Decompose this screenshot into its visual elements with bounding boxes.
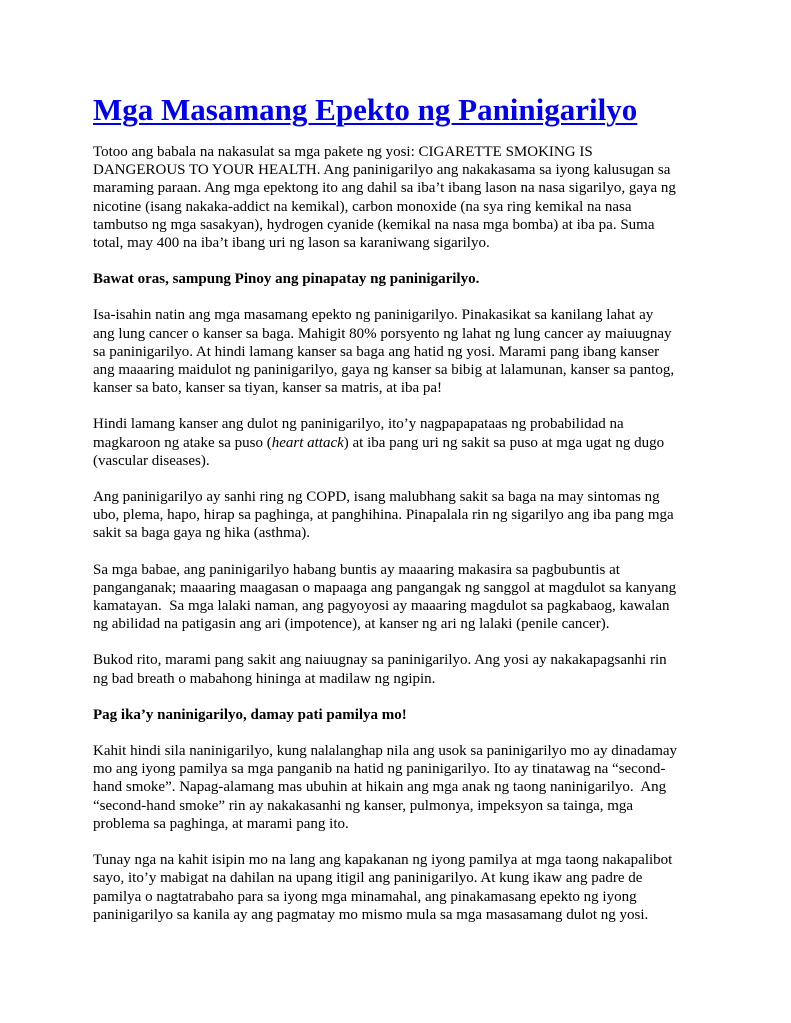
section-heading-family: Pag ika’y naninigarilyo, damay pati pamilya mo! bbox=[93, 706, 407, 723]
document-page bbox=[93, 92, 705, 942]
text-line: Ang paninigarilyo ay sanhi ring ng COPD, isang malubhang sakit sa baga na may sintomas ng bbox=[93, 489, 660, 506]
page-title[interactable]: Mga Masamang Epekto ng Paninigarilyo bbox=[93, 92, 638, 127]
italic-term: heart attack bbox=[271, 434, 344, 451]
text-line: ng abilidad na patigasin ang ari (impotence), at kanser ng ari ng lalaki (penile cancer). bbox=[93, 616, 610, 633]
text-line: kamatayan. Sa mga lalaki naman, ang pagyoyosi ay maaaring magdulot sa pagkabaog, kawalan bbox=[93, 598, 670, 615]
text-line: Totoo ang babala na nakasulat sa mga pakete ng yosi: CIGARETTE SMOKING IS bbox=[93, 144, 593, 160]
text-line: sayo, ito’y mabigat na dahilan na upang itigil ang paninigarilyo. At kung ikaw ang padre de bbox=[93, 870, 643, 887]
text-line: ang lung cancer o kanser sa baga. Mahigit 80% porsyento ng lahat ng lung cancer ay maiuugnay bbox=[93, 325, 672, 342]
text-line: mo ang iyong pamilya sa mga panganib na hatid ng paninigarilyo. Ito ay tinatawag na “second- bbox=[93, 761, 666, 778]
paragraph-conclusion bbox=[93, 851, 705, 924]
text-line: Bukod rito, marami pang sakit ang naiuugnay sa paninigarilyo. Ang yosi ay nakakapagsanhi rin bbox=[93, 652, 667, 669]
text-line: ng bad breath o mabahong hininga at madilaw ng ngipin. bbox=[93, 670, 436, 687]
text-line: (vascular diseases). bbox=[93, 452, 210, 469]
section-heading-hourly-deaths: Bawat oras, sampung Pinoy ang pinapatay ng paninigarilyo. bbox=[93, 271, 480, 288]
text-line: panganganak; maaaring maagasan o mapaaga ang pangangak ng sanggol at magdulot sa kanyang bbox=[93, 579, 677, 596]
text-line: pamilya o nagtatrabaho para sa iyong mga minamahal, ang pinakamasang epekto ng iyong bbox=[93, 888, 637, 905]
text-line: Kahit hindi sila naninigarilyo, kung nalalanghap nila ang usok sa paninigarilyo mo ay dinadamay bbox=[93, 743, 678, 760]
text-segment: magkaroon ng atake sa puso ( bbox=[93, 434, 272, 451]
text-segment: ) at iba pang uri ng sakit sa puso at mga ugat ng dugo bbox=[343, 434, 665, 451]
text-line: hand smoke”. Napag-alamang mas ubuhin at hikain ang mga anak ng taong naninigarilyo. Ang bbox=[93, 779, 667, 796]
text-line: maraming paraan. Ang mga epektong ito ang dahil sa iba’t ibang lason na nasa sigarilyo, gaya ng bbox=[93, 180, 676, 197]
text-line: nicotine (isang nakaka-addict na kemikal), carbon monoxide (na sya ring kemikal na nasa bbox=[93, 198, 632, 215]
text-line: tambutso ng mga sasakyan), hydrogen cyanide (kemikal na nasa mga bomba) at iba pa. Suma bbox=[93, 216, 655, 233]
text-line: sa paninigarilyo. At hindi lamang kanser sa baga ang hatid ng yosi. Marami pang ibang kanser bbox=[93, 343, 660, 360]
text-line: Hindi lamang kanser ang dulot ng paninigarilyo, ito’y nagpapapataas ng probabilidad na bbox=[93, 416, 624, 433]
text-line: sakit sa baga gaya ng hika (asthma). bbox=[93, 525, 311, 542]
text-line: DANGEROUS TO YOUR HEALTH. Ang paninigarilyo ang nakakasama sa iyong kalusugan sa bbox=[93, 162, 671, 179]
text-line: kanser sa bato, kanser sa tiyan, kanser sa matris, at iba pa! bbox=[93, 380, 443, 397]
text-line: total, may 400 na iba’t ibang uri ng lason sa karaniwang sigarilyo. bbox=[93, 235, 490, 252]
paragraph-second-hand-smoke bbox=[93, 742, 705, 833]
paragraph-heart-disease bbox=[93, 415, 705, 470]
text-line: paninigarilyo sa kanila ay ang pagmatay mo mismo mula sa mga masasamang dulot ng yosi. bbox=[93, 906, 649, 923]
text-line: Isa-isahin natin ang mga masamang epekto ng paninigarilyo. Pinakasikat sa kanilang lahat ay bbox=[93, 307, 654, 324]
paragraph-intro bbox=[93, 143, 705, 252]
text-line: problema sa paghinga, at marami pang ito. bbox=[93, 815, 349, 832]
text-line: ubo, plema, hapo, hirap sa paghinga, at panghihina. Pinapalala rin ng sigarilyo ang iba pang mga bbox=[93, 507, 674, 524]
text-line: “second-hand smoke” rin ay nakakasanhi ng kanser, pulmonya, impeksyon sa tainga, mga bbox=[93, 797, 634, 814]
paragraph-other-effects bbox=[93, 651, 705, 687]
paragraph-copd bbox=[93, 488, 705, 543]
text-line: Tunay nga na kahit isipin mo na lang ang kapakanan ng iyong pamilya at mga taong nakapalibot bbox=[93, 852, 673, 869]
text-line bbox=[93, 434, 705, 452]
text-line: Sa mga babae, ang paninigarilyo habang buntis ay maaaring makasira sa pagbubuntis at bbox=[93, 561, 620, 578]
paragraph-reproductive bbox=[93, 561, 705, 634]
text-line: ang maaaring maidulot ng paninigarilyo, gaya ng kanser sa bibig at lalamunan, kanser sa pantog, bbox=[93, 362, 675, 379]
paragraph-cancer bbox=[93, 306, 705, 397]
